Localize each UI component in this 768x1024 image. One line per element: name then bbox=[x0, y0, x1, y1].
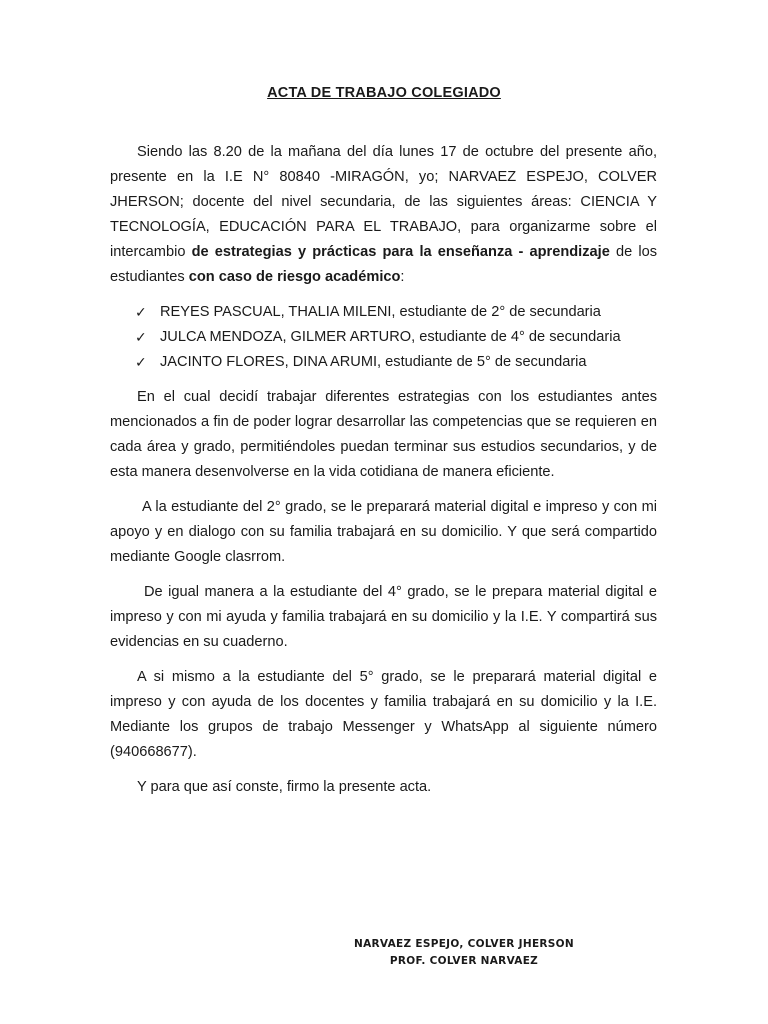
student-list bbox=[110, 300, 657, 375]
body-paragraph: En el cual decidí trabajar diferentes estrategias con los estudiantes antes mencionados a fin de poder lograr desarrollar las competencias que se requieren en cada área y grado, permitiéndoles puedan terminar sus estudios secundarios, y de esta manera desenvolverse en la vida cotidiana de manera eficiente. bbox=[110, 389, 657, 480]
intro-text-1: Siendo las 8.20 de la mañana del día lunes 17 de octubre del presente año, presente en la I.E N° 80840 -MIRAGÓN, yo; NARVAEZ ESPEJO, COLVER JHERSON; docente del nivel secundaria, de las siguientes áreas: CIENCIA Y TECNOLOGÍA, EDUCACIÓN PARA EL TRABAJO, para organizarme sobre el intercambio bbox=[110, 144, 657, 260]
checkmark-icon: ✓ bbox=[135, 354, 147, 370]
signature-block bbox=[0, 936, 768, 970]
intro-text-3: : bbox=[400, 269, 405, 285]
closing-paragraph: Y para que así conste, firmo la presente acta. bbox=[137, 779, 432, 795]
document-body bbox=[110, 140, 657, 810]
student-item bbox=[135, 325, 657, 350]
checkmark-icon: ✓ bbox=[135, 329, 147, 345]
student-text: JACINTO FLORES, DINA ARUMI, estudiante de 5° de secundaria bbox=[160, 354, 587, 370]
body-paragraph: A la estudiante del 2° grado, se le preparará material digital e impreso y con mi apoyo y en dialogo con su familia trabajará en su domicilio. Y que será compartido mediante Google clasrrom. bbox=[110, 499, 657, 565]
student-item bbox=[135, 350, 657, 375]
document-title: ACTA DE TRABAJO COLEGIADO bbox=[267, 85, 501, 101]
body-paragraph: A si mismo a la estudiante del 5° grado, se le preparará material digital e impreso y con ayuda de los docentes y familia trabajará en su domicilio y la I.E. Mediante los grupos de trabajo Messenger y WhatsApp al siguiente número (940668677). bbox=[110, 669, 657, 760]
student-text: JULCA MENDOZA, GILMER ARTURO, estudiante de 4° de secundaria bbox=[160, 329, 621, 345]
student-text: REYES PASCUAL, THALIA MILENI, estudiante de 2° de secundaria bbox=[160, 304, 601, 320]
checkmark-icon: ✓ bbox=[135, 304, 147, 320]
body-paragraph: De igual manera a la estudiante del 4° grado, se le prepara material digital e impreso y con mi ayuda y familia trabajará en su domicilio y la I.E. Y compartirá sus evidencias en su cuaderno. bbox=[110, 584, 657, 650]
intro-bold-2: con caso de riesgo académico bbox=[188, 269, 401, 285]
intro-text-2: de los estudiantes bbox=[110, 244, 658, 285]
intro-paragraph bbox=[110, 140, 657, 290]
intro-bold-1: de estrategias y prácticas para la enseñanza - aprendizaje bbox=[191, 244, 610, 260]
signature-role: PROF. COLVER NARVAEZ bbox=[389, 955, 539, 967]
student-item bbox=[135, 300, 657, 325]
signature-name: NARVAEZ ESPEJO, COLVER JHERSON bbox=[354, 938, 574, 950]
